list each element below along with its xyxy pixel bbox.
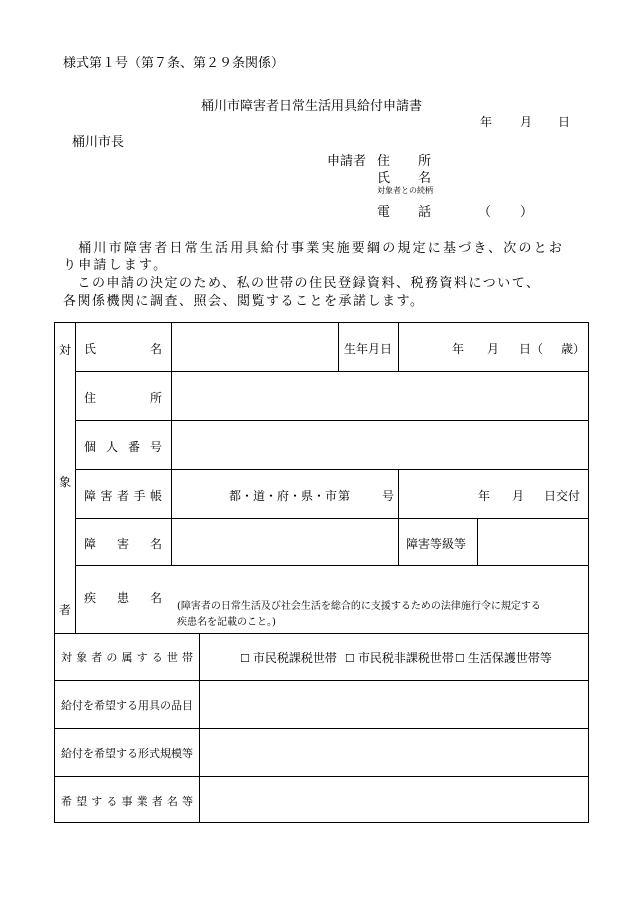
side-label-3: 者 <box>59 603 72 617</box>
household-label: 対 象 者 の 属 す る 世 帯 <box>61 651 193 664</box>
checkbox-icon[interactable]: ☐ <box>455 652 465 665</box>
handbook-label: 障 害 者 手 帳 <box>84 489 162 503</box>
personal-number-label: 個 人 番 号 <box>84 440 162 454</box>
applicant-phone-label: 電 話 <box>377 205 431 220</box>
addressee: 桶川市長 <box>72 135 125 150</box>
body-line-1: 桶川市障害者日常生活用具給付事業実施要綱の規定に基づき、次のとお <box>78 241 565 256</box>
household-option-taxed[interactable]: ☐ 市民税課税世帯 <box>240 651 337 665</box>
body-line-2: り申請します。 <box>63 258 169 273</box>
date-year-label: 年 <box>480 115 493 129</box>
birth-month-label: 月 <box>487 342 500 356</box>
birth-day-label: 日（ <box>519 342 544 356</box>
checkbox-icon[interactable]: ☐ <box>240 652 250 665</box>
body-line-3: この申請の決定のため、私の世帯の住民登録資料、税務資料について、 <box>77 276 541 291</box>
disability-name-label: 障 害 名 <box>84 537 162 551</box>
applicant-address-label: 住 所 <box>377 154 431 169</box>
handbook-number-prefix: 第 <box>338 489 351 503</box>
application-table <box>54 322 589 823</box>
vendor-requested-label: 希 望 す る 事 業 者 名 等 <box>61 795 193 808</box>
applicant-relation-label: 対象者との続柄 <box>377 186 433 195</box>
date-day-label: 日 <box>558 115 571 129</box>
household-option-nontaxed[interactable]: ☐ 市民税非課税世帯 <box>345 651 454 665</box>
handbook-issuer: 都・道・府・県・市 <box>229 489 338 503</box>
applicant-label: 申請者 <box>327 154 367 169</box>
household-option-welfare[interactable]: ☐ 生活保護世帯等 <box>455 651 552 665</box>
body-line-4: 各関係機関に調査、照会、閲覧することを承諾します。 <box>63 294 425 309</box>
phone-paren-open: （ <box>478 205 492 220</box>
applicant-name-label: 氏 名 <box>377 171 431 186</box>
phone-paren-close: ） <box>520 205 534 220</box>
birthdate-label: 生年月日 <box>344 342 393 356</box>
address-label: 住 所 <box>84 391 162 405</box>
birth-year-label: 年 <box>452 342 465 356</box>
disability-grade-label: 障害等級等 <box>406 537 467 551</box>
disease-note-line-1: (障害者の日常生活及び社会生活を総合的に支援するための法律施行令に規定する <box>177 601 541 612</box>
handbook-month-label: 月 <box>512 489 525 503</box>
date-month-label: 月 <box>520 115 533 129</box>
side-label-1: 対 <box>59 343 72 357</box>
handbook-year-label: 年 <box>478 489 491 503</box>
checkbox-icon[interactable]: ☐ <box>345 652 355 665</box>
item-requested-label: 給付を希望する用具の品目 <box>61 699 193 712</box>
handbook-number-suffix: 号 <box>382 489 395 503</box>
birth-age-label: 歳） <box>561 342 586 356</box>
form-number: 様式第１号（第７条、第２９条関係） <box>63 56 285 71</box>
handbook-issued-label: 日交付 <box>544 489 581 503</box>
spec-requested-label: 給付を希望する形式規模等 <box>61 747 193 760</box>
name-label: 氏 名 <box>84 342 162 356</box>
disease-name-label: 疾 患 名 <box>84 591 162 605</box>
disease-note-line-2: 疾患名を記載のこと。) <box>177 617 276 628</box>
form-title: 桶川市障害者日常生活用具給付申請書 <box>201 99 423 114</box>
side-label-2: 象 <box>59 475 72 489</box>
